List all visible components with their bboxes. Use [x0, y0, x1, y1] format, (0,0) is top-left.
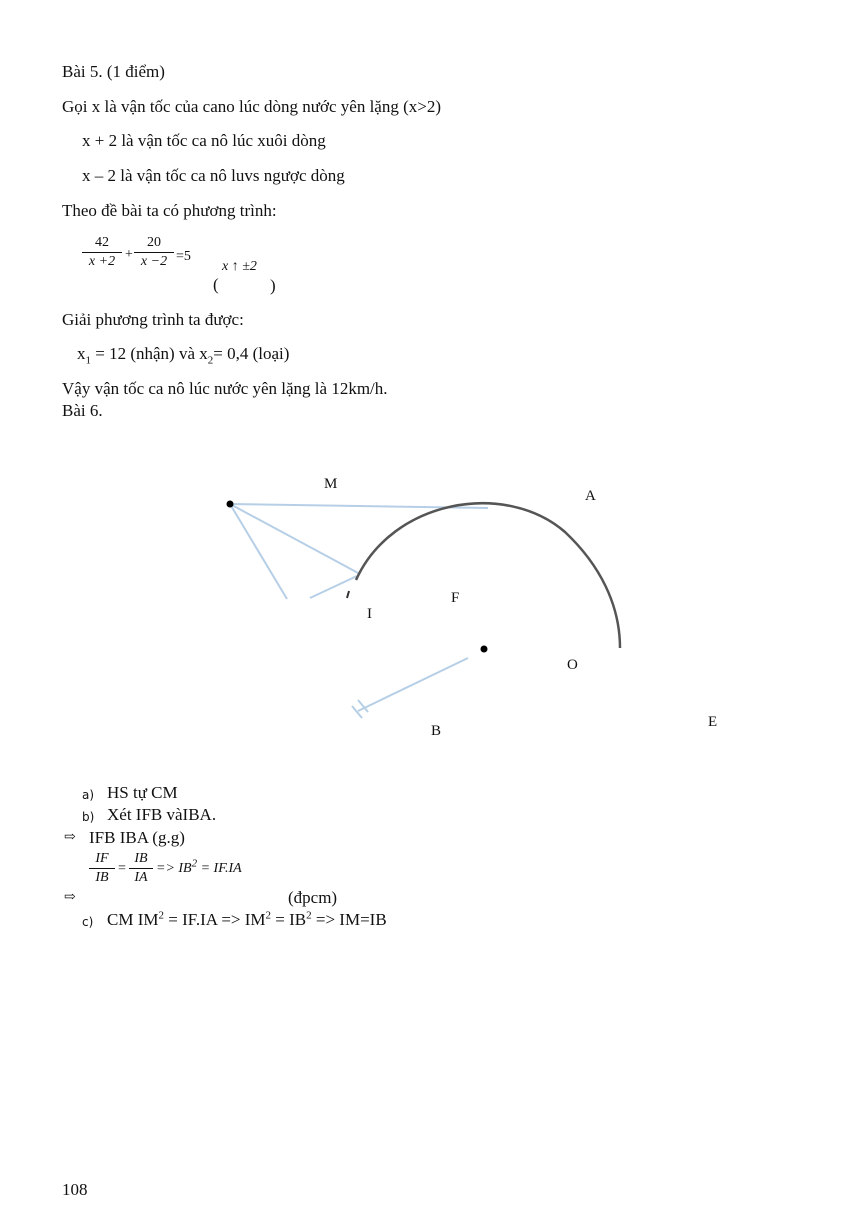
arrow-right-icon: ⇨ [64, 830, 76, 845]
circle-arc [356, 503, 620, 648]
numerator: 20 [147, 235, 161, 250]
denominator: IB [95, 870, 109, 885]
fraction-IF-IB [89, 850, 115, 887]
dpcm: (đpcm) [288, 888, 338, 907]
bai6-title: Bài 6. [62, 401, 103, 420]
relation-pre: => IB [156, 861, 192, 876]
segment-lower [310, 576, 357, 598]
tick-mark-1 [352, 706, 362, 718]
denominator: x +2 [88, 254, 116, 269]
paren-open: ( [213, 275, 219, 294]
equals-sign: = [118, 861, 126, 876]
item-b-marker: b) [82, 810, 95, 824]
product-relation [156, 857, 242, 877]
bai5-title: Bài 5. (1 điểm) [62, 62, 165, 81]
square: 2 [191, 857, 198, 870]
bai5-line1: Gọi x là vận tốc của cano lúc dòng nước yên lặng (x>2) [62, 97, 442, 116]
similar-triangles: IFB IBA (g.g) [89, 828, 185, 847]
square: 2 [265, 909, 272, 922]
sub-1: 1 [85, 354, 91, 367]
item-c-marker: c) [82, 915, 94, 929]
x-var: x [77, 344, 86, 363]
numerator: IF [95, 851, 109, 866]
relation-post: = IF.IA [197, 861, 242, 876]
point-O-dot [481, 646, 488, 653]
point-M [227, 501, 234, 508]
paren-close: ) [270, 276, 276, 295]
equals-five: =5 [176, 249, 191, 264]
square: 2 [158, 909, 164, 922]
label-A: A [585, 488, 596, 504]
solution-end: = 0,4 (loại) [213, 344, 290, 363]
c-part1: CM IM [107, 910, 159, 929]
label-O: O [567, 657, 578, 673]
denominator: x −2 [140, 254, 168, 269]
bai5-line2: x + 2 là vận tốc ca nô lúc xuôi dòng [82, 131, 326, 150]
item-a-text: HS tự CM [107, 783, 178, 802]
bai5-line3: x – 2 là vận tốc ca nô luvs ngược dòng [82, 166, 345, 185]
secant-line-MI [230, 504, 360, 574]
numerator: 42 [95, 235, 109, 250]
plus-sign: + [125, 247, 133, 262]
item-a-marker: a) [82, 788, 95, 802]
arc-tick [347, 591, 349, 598]
sub-2: 2 [207, 354, 214, 367]
c-part4: => IM=IB [311, 910, 387, 929]
numerator: IB [134, 851, 148, 866]
denominator: IA [134, 870, 148, 885]
solution-mid: = 12 (nhận) và x [91, 344, 208, 363]
segment-O-B [358, 658, 468, 711]
bai5-conclusion: Vậy vận tốc ca nô lúc nước yên lặng là 12km/h. [62, 379, 388, 398]
bai5-line5: Giải phương trình ta được: [62, 310, 244, 329]
square: 2 [306, 909, 312, 922]
page-number: 108 [62, 1180, 88, 1199]
label-M: M [324, 476, 338, 492]
c-part2: = IF.IA => IM [163, 910, 266, 929]
condition: x ↑ ±2 [222, 259, 257, 274]
label-B: B [431, 723, 442, 739]
label-F: F [451, 590, 460, 606]
bai5-line4: Theo đề bài ta có phương trình: [62, 201, 277, 220]
arrow-right-icon: ⇨ [64, 890, 76, 905]
c-part3: = IB [271, 910, 307, 929]
label-E: E [708, 714, 718, 730]
fraction-IB-IA [129, 850, 153, 887]
item-c-text [107, 910, 387, 930]
item-b-text: Xét IFB vàIBA. [107, 805, 217, 824]
label-I: I [367, 606, 372, 622]
